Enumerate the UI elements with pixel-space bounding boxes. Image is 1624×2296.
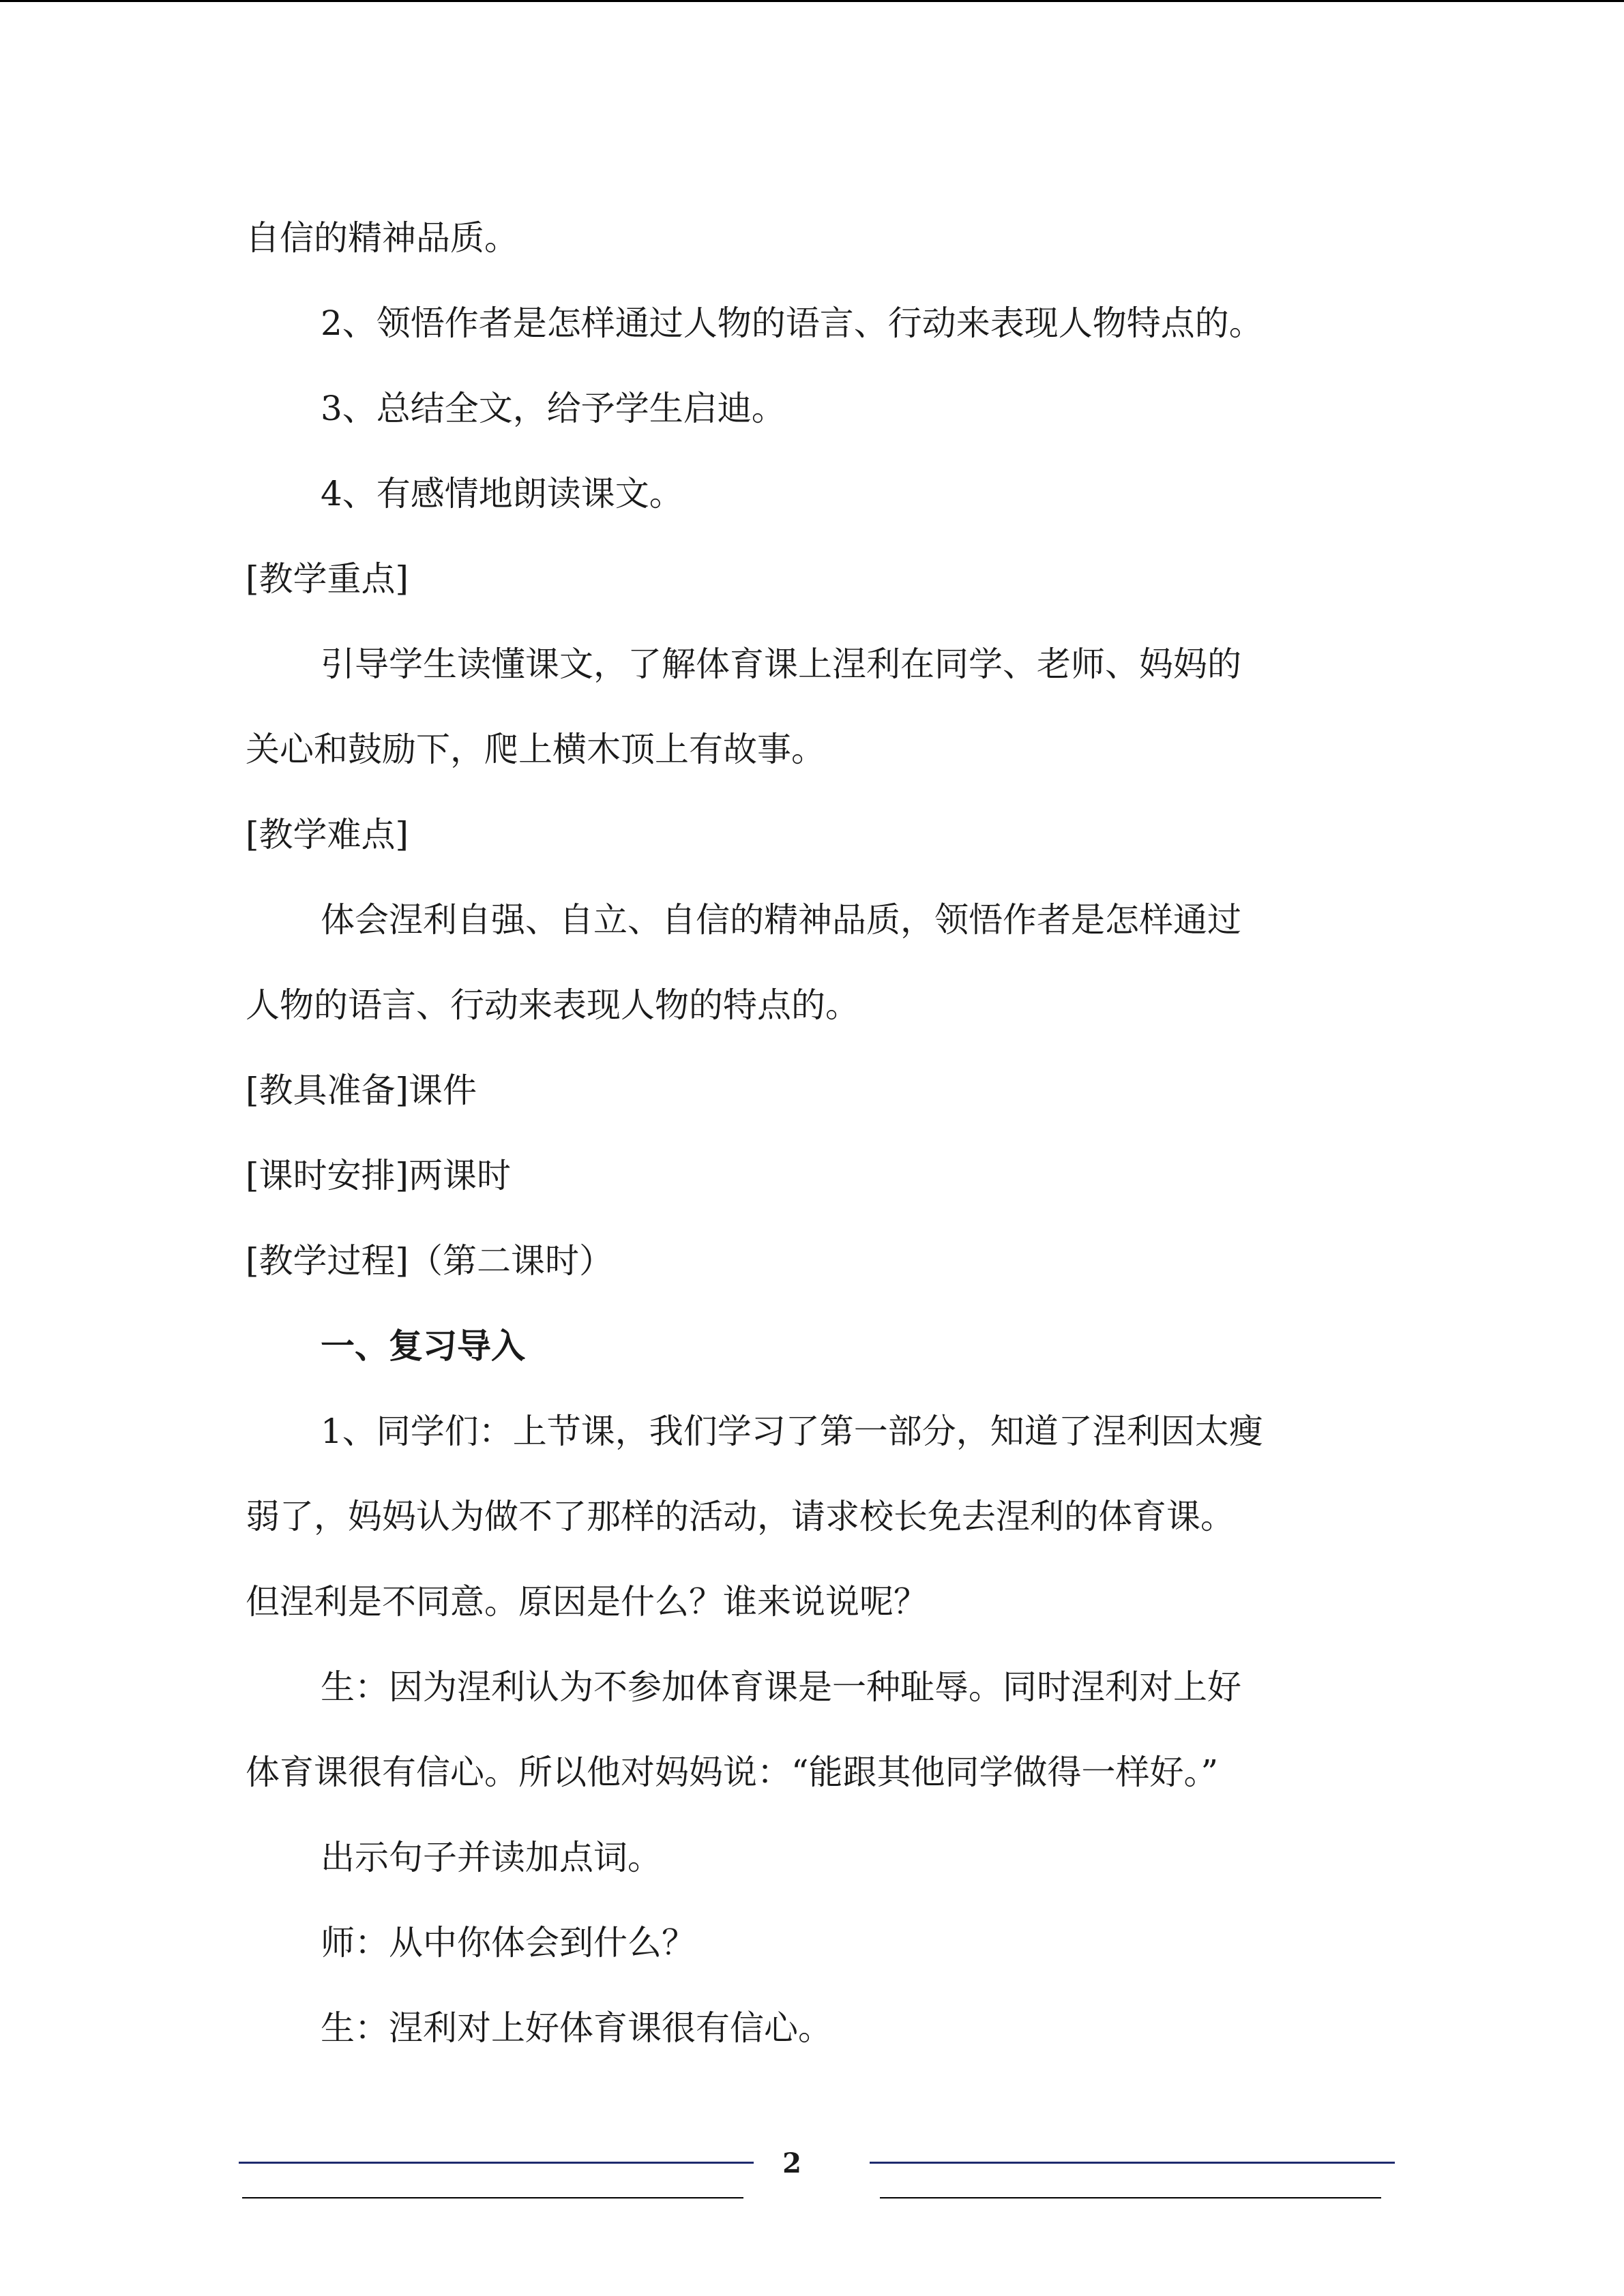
text-line: 1、同学们：上节课，我们学习了第一部分，知道了涅利因太瘦 [321, 1412, 1263, 1451]
subsection-heading: 一、复习导入 [321, 1326, 525, 1366]
text-line: 关心和鼓励下，爬上横木顶上有故事。 [246, 730, 825, 769]
text-line: 生：涅利对上好体育课很有信心。 [321, 2008, 832, 2048]
section-heading: [课时安排]两课时 [246, 1156, 512, 1195]
footer-rule-left-bottom [242, 2197, 743, 2198]
text-line: 师：从中你体会到什么？ [321, 1923, 696, 1963]
section-heading: [教学重点] [246, 559, 409, 599]
text-line: 引导学生读懂课文，了解体育课上涅利在同学、老师、妈妈的 [321, 644, 1241, 684]
footer-rule-right-bottom [880, 2197, 1381, 2198]
text-line: 自信的精神品质。 [246, 218, 518, 258]
text-line: 但涅利是不同意。原因是什么？谁来说说呢？ [246, 1582, 928, 1622]
text-line: 4、有感情地朗读课文。 [321, 474, 683, 513]
footer-rule-right-top [870, 2162, 1395, 2164]
section-heading: [教学难点] [246, 815, 409, 854]
text-line: 弱了，妈妈认为做不了那样的活动，请求校长免去涅利的体育课。 [246, 1497, 1235, 1536]
text-line: 体会涅利自强、自立、自信的精神品质，领悟作者是怎样通过 [321, 900, 1241, 940]
text-line: 出示句子并读加点词。 [321, 1838, 662, 1877]
section-heading: [教学过程]（第二课时） [246, 1241, 614, 1281]
text-line: 体育课很有信心。所以他对妈妈说：“能跟其他同学做得一样好。” [246, 1753, 1219, 1792]
text-line: 人物的语言、行动来表现人物的特点的。 [246, 985, 859, 1025]
footer-rule-left-top [239, 2162, 754, 2164]
text-line: 生：因为涅利认为不参加体育课是一种耻辱。同时涅利对上好 [321, 1667, 1241, 1707]
page-number: 2 [782, 2147, 801, 2179]
text-line: 2、领悟作者是怎样通过人物的语言、行动来表现人物特点的。 [321, 303, 1263, 343]
section-heading: [教具准备]课件 [246, 1071, 477, 1110]
text-line: 3、总结全文，给予学生启迪。 [321, 389, 786, 428]
